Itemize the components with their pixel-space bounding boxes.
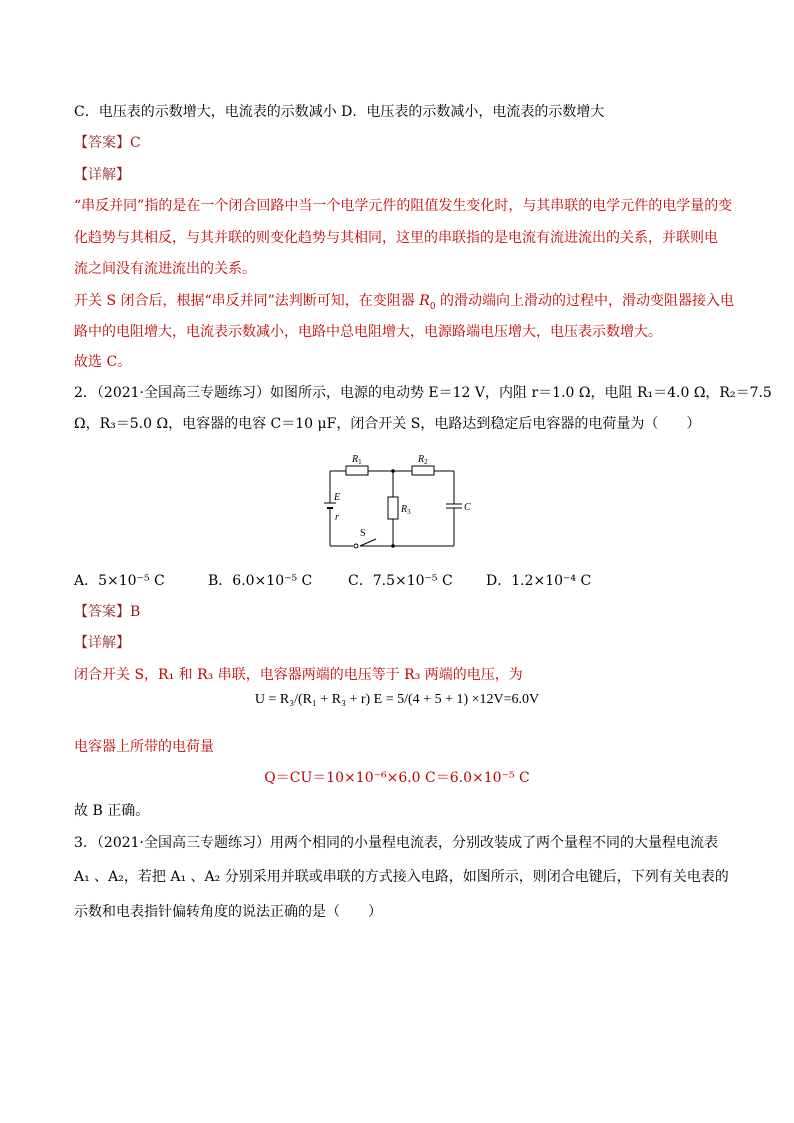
q2-detail-label: 【详解】	[74, 635, 130, 651]
q1-detail-p1-line2: 化趋势与其相反，与其并联的则变化趋势与其相同，这里的串联指的是电流有流进流出的关系，并联则电	[74, 230, 718, 246]
q1-detail-p2-line1: 开关 S 闭合后，根据“串反并同”法判断可知，在变阻器 $R_0$ 的滑动端向上滑动的过程中，滑动变阻器接入电	[74, 293, 734, 312]
q2-option-d: D．1.2×10⁻⁴ C	[486, 573, 592, 589]
r1-label: $R_1$	[352, 454, 362, 466]
q1-conclusion: 故选 C。	[74, 354, 132, 370]
q2-option-a: A．5×10⁻⁵ C	[74, 573, 165, 589]
q2-answer: 【答案】B	[74, 604, 141, 620]
internal-r-label: r	[335, 512, 339, 523]
q2-charge-intro: 电容器上所带的电荷量	[74, 739, 214, 755]
q2-stem-line1: 2．（2021·全国高三专题练习）如图所示，电源的电动势 E＝12 V，内阻 r＝1.0 Ω，电阻 R₁＝4.0 Ω，R₂＝7.5	[74, 385, 772, 401]
q1-answer: 【答案】C	[74, 135, 141, 151]
q2-conclusion: 故 B 正确。	[74, 803, 150, 819]
q2-detail-line1: 闭合开关 S，R₁ 和 R₃ 串联，电容器两端的电压等于 R₃ 两端的电压，为	[74, 667, 523, 683]
q2-circuit-diagram	[320, 450, 480, 552]
q1-detail-label: 【详解】	[74, 167, 130, 183]
q1-detail-p2-line2: 路中的电阻增大，电流表示数减小，电路中总电阻增大，电源路端电压增大，电压表示数增大。	[74, 324, 662, 340]
emf-label: E	[334, 492, 341, 503]
q1-detail-p1-line3: 流之间没有流进流出的关系。	[74, 261, 256, 277]
r2-label: $R_2$	[418, 454, 428, 466]
q3-stem-line2: A₁ 、A₂，若把 A₁ 、A₂ 分别采用并联或串联的方式接入电路，如图所示，则闭合电键后，下列有关电表的	[74, 869, 729, 885]
q2-stem-line2: Ω，R₃＝5.0 Ω，电容器的电容 C＝10 μF，闭合开关 S，电路达到稳定后电容器的电荷量为（ ）	[74, 416, 701, 432]
switch-label: S	[360, 528, 366, 539]
r3-label: $R_3$	[401, 504, 411, 516]
q2-formula-q: Q＝CU＝10×10⁻⁶×6.0 C＝6.0×10⁻⁵ C	[264, 770, 530, 786]
q1-detail-p2-line1-b: 的滑动端向上滑动的过程中，滑动变阻器接入电	[435, 293, 734, 309]
q3-stem-line1: 3．（2021·全国高三专题练习）用两个相同的小量程电流表，分别改装成了两个量程不同的大量程电流表	[74, 835, 718, 851]
q1-detail-p2-line1-a: 开关 S 闭合后，根据“串反并同”法判断可知，在变阻器	[74, 293, 420, 309]
q3-stem-line3: 示数和电表指针偏转角度的说法正确的是（ ）	[74, 904, 382, 920]
q2-option-b: B．6.0×10⁻⁵ C	[208, 573, 313, 589]
q1-options-cd: C．电压表的示数增大，电流表的示数减小 D．电压表的示数减小，电流表的示数增大	[74, 104, 605, 120]
q2-option-c: C．7.5×10⁻⁵ C	[348, 573, 453, 589]
q2-formula-u: U = R₃/(R₁ + R₃ + r) E = 5/(4 + 5 + 1) ×12V=6.0V	[254, 692, 540, 707]
capacitor-label: C	[464, 502, 471, 513]
q1-detail-p1-line1: “串反并同”指的是在一个闭合回路中当一个电学元件的阻值发生变化时，与其串联的电学元件的电学量的变	[74, 198, 733, 214]
